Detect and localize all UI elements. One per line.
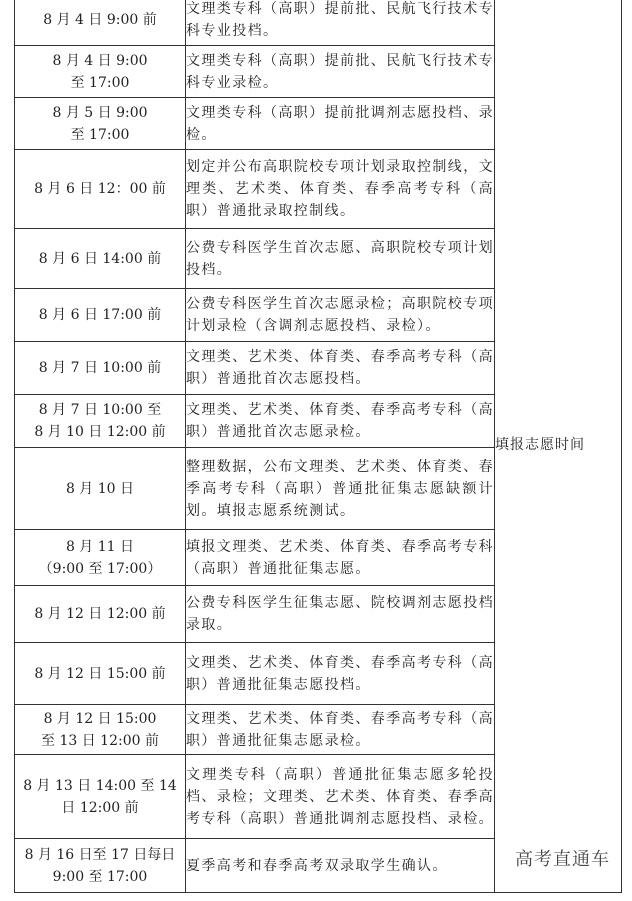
time-cell: 8 月 6 日 17:00 前 (15, 289, 186, 342)
time-cell: 8 月 16 日至 17 日每日 9:00 至 17:00 (15, 839, 186, 893)
event-cell: 公费专科医学生征集志愿、院校调剂志愿投档录取。 (186, 586, 495, 643)
event-cell: 文理类、艺术类、体育类、春季高考专科（高职）普通批首次志愿投档。 (186, 342, 495, 395)
time-cell: 8 月 12 日 12:00 前 (15, 586, 186, 643)
time-cell: 8 月 6 日 12：00 前 (15, 150, 186, 229)
event-cell: 文理类专科（高职）提前批、民航飞行技术专科专业投档。 (186, 0, 495, 46)
event-cell: 文理类、艺术类、体育类、春季高考专科（高职）普通批征集志愿投档。 (186, 643, 495, 705)
schedule-table (14, 0, 622, 893)
event-cell: 划定并公布高职院校专项计划录取控制线，文理类、艺术类、体育类、春季高考专科（高职）普通批录取控制线。 (186, 150, 495, 229)
event-cell: 夏季高考和春季高考双录取学生确认。 (186, 839, 495, 893)
time-cell: 8 月 10 日 (15, 448, 186, 530)
time-cell: 8 月 5 日 9:00 至 17:00 (15, 98, 186, 150)
note-cell: 填报志愿时间 (495, 0, 622, 893)
event-cell: 文理类、艺术类、体育类、春季高考专科（高职）普通批首次志愿录检。 (186, 395, 495, 448)
watermark: 高考直通车 (515, 849, 610, 870)
time-cell: 8 月 12 日 15:00 至 13 日 12:00 前 (15, 705, 186, 755)
event-cell: 文理类专科（高职）提前批调剂志愿投档、录检。 (186, 98, 495, 150)
time-cell: 8 月 6 日 14:00 前 (15, 229, 186, 289)
time-cell: 8 月 13 日 14:00 至 14 日 12:00 前 (15, 755, 186, 839)
time-cell: 8 月 12 日 15:00 前 (15, 643, 186, 705)
event-cell: 文理类、艺术类、体育类、春季高考专科（高职）普通批征集志愿录检。 (186, 705, 495, 755)
time-cell: 8 月 7 日 10:00 至 8 月 10 日 12:00 前 (15, 395, 186, 448)
time-cell: 8 月 4 日 9:00 前 (15, 0, 186, 46)
time-cell: 8 月 4 日 9:00 至 17:00 (15, 46, 186, 98)
time-cell: 8 月 11 日 （9:00 至 17:00） (15, 530, 186, 586)
event-cell: 文理类专科（高职）普通批征集志愿多轮投档、录检；文理类、艺术类、体育类、春季高考专科（高职）普通批调剂志愿投档、录检。 (186, 755, 495, 839)
event-cell: 公费专科医学生首次志愿录检；高职院校专项计划录检（含调剂志愿投档、录检）。 (186, 289, 495, 342)
event-cell: 公费专科医学生首次志愿、高职院校专项计划投档。 (186, 229, 495, 289)
time-cell: 8 月 7 日 10:00 前 (15, 342, 186, 395)
event-cell: 填报文理类、艺术类、体育类、春季高考专科（高职）普通批征集志愿。 (186, 530, 495, 586)
event-cell: 整理数据，公布文理类、艺术类、体育类、春季高考专科（高职）普通批征集志愿缺额计划。填报志愿系统测试。 (186, 448, 495, 530)
event-cell: 文理类专科（高职）提前批、民航飞行技术专科专业录检。 (186, 46, 495, 98)
table-row (15, 0, 622, 46)
